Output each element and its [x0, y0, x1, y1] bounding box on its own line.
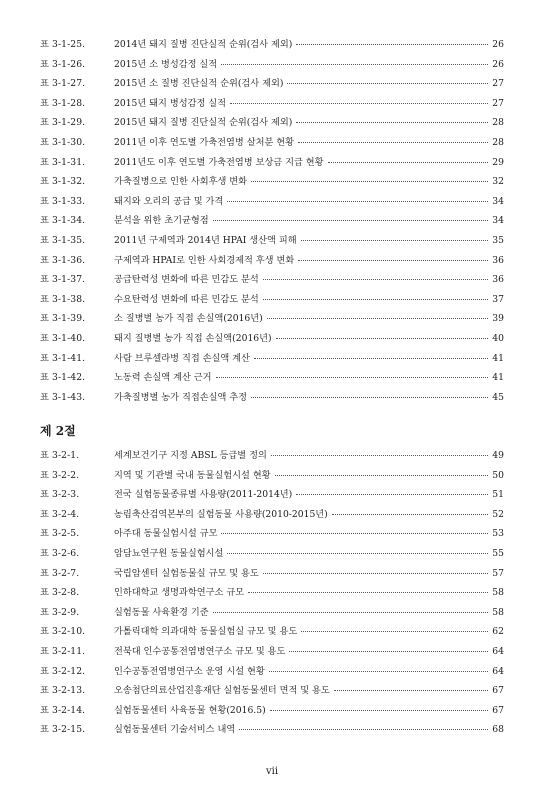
table-number: 표 3-1-36.	[40, 254, 86, 266]
table-number: 표 3-2-12.	[40, 665, 86, 677]
dot-leader	[230, 102, 488, 104]
page-ref: 62	[492, 626, 504, 638]
dot-leader	[332, 513, 488, 515]
table-title: 전국 실험동물종류별 사용량(2011-2014년)	[114, 489, 293, 501]
table-title: 2015년 소 질병 진단실적 순위(검사 제외)	[114, 78, 284, 90]
toc-entry[interactable]	[40, 154, 504, 174]
table-number: 표 3-2-10.	[40, 626, 86, 638]
table-number: 표 3-2-11.	[40, 645, 86, 657]
table-title: 2014년 돼지 질병 진단실적 순위(검사 제외)	[114, 39, 293, 50]
toc-entry[interactable]	[40, 389, 504, 409]
table-title: 가축질병으로 인한 사회후생 변화	[114, 176, 248, 188]
toc-entry[interactable]	[40, 134, 504, 154]
toc-entry[interactable]	[40, 663, 504, 683]
table-number: 표 3-1-32.	[40, 176, 86, 188]
page-ref: 58	[492, 606, 504, 618]
page-ref: 41	[492, 352, 504, 364]
page-ref: 34	[492, 195, 504, 207]
dot-leader	[227, 200, 488, 202]
table-title: 암담뇨연구원 동물실험시설	[114, 547, 224, 559]
table-number: 표 3-2-1.	[40, 450, 80, 461]
page-ref: 51	[492, 489, 504, 501]
dot-leader	[289, 650, 488, 652]
toc-entry[interactable]	[40, 232, 504, 252]
toc-entry[interactable]	[40, 565, 504, 585]
page-ref: 40	[492, 332, 504, 344]
page-ref: 53	[492, 528, 504, 540]
table-number: 표 3-1-41.	[40, 352, 86, 364]
dot-leader	[296, 121, 488, 123]
table-number: 표 3-2-9.	[40, 606, 80, 618]
toc-entry[interactable]	[40, 36, 504, 56]
page-ref: 28	[492, 117, 504, 129]
page-ref: 26	[492, 58, 504, 70]
dot-leader	[213, 219, 488, 221]
dot-leader	[254, 357, 488, 359]
page-ref: 67	[492, 704, 504, 716]
toc-entry[interactable]	[40, 75, 504, 95]
table-title: 소 질병별 농가 직접 손실액(2016년)	[114, 313, 263, 325]
page-ref: 27	[492, 97, 504, 109]
table-number: 표 3-2-6.	[40, 547, 80, 559]
page-ref: 35	[492, 234, 504, 246]
dot-leader	[239, 728, 488, 730]
table-title: 2015년 소 병성감정 실적	[114, 58, 218, 70]
dot-leader	[267, 317, 488, 319]
table-title: 가톨릭대학 의과대학 동물실험실 규모 및 용도	[114, 626, 298, 638]
dot-leader	[269, 670, 488, 672]
table-title: 지역 및 기관별 국내 동물실험시설 현황	[114, 469, 271, 481]
dot-leader	[251, 396, 488, 398]
table-number: 표 3-1-42.	[40, 372, 86, 384]
table-title: 가축질병별 농가 직접손실액 추정	[114, 391, 248, 403]
table-title: 아주대 동물실험시설 규모	[114, 528, 218, 540]
page-ref: 67	[492, 685, 504, 697]
toc-entry[interactable]	[40, 604, 504, 624]
table-title: 2011년 이후 연도별 가축전염병 살처분 현황	[114, 136, 294, 148]
page-number: vii	[265, 766, 279, 777]
toc-entry[interactable]	[40, 623, 504, 643]
dot-leader	[298, 259, 488, 261]
dot-leader	[271, 454, 488, 456]
dot-leader	[334, 689, 488, 691]
page-ref: 36	[492, 274, 504, 286]
toc-entry[interactable]	[40, 545, 504, 565]
toc-entry[interactable]	[40, 330, 504, 350]
table-number: 표 3-1-40.	[40, 332, 86, 344]
table-title: 실험동물센터 기술서비스 내역	[114, 724, 236, 736]
table-title: 인수공통전염병연구소 운영 시설 현황	[114, 665, 265, 677]
toc-entry[interactable]	[40, 525, 504, 545]
table-title: 2011년도 이후 연도별 가축전염병 보상금 지급 현황	[114, 156, 324, 168]
table-number: 표 3-1-43.	[40, 391, 86, 403]
toc-entry[interactable]	[40, 702, 504, 722]
toc-entry[interactable]	[40, 721, 504, 741]
page-ref: 55	[492, 547, 504, 559]
table-title: 농림축산검역본부의 실험동물 사용량(2010-2015년)	[114, 508, 328, 520]
page-ref: 57	[492, 567, 504, 579]
table-title: 2011년 구제역과 2014년 HPAI 생산액 피해	[114, 234, 297, 246]
table-number: 표 3-2-8.	[40, 587, 80, 599]
dot-leader	[248, 591, 488, 593]
toc-entry[interactable]	[40, 114, 504, 134]
table-title: 오송첨단의료산업진흥재단 실험동물센터 면적 및 용도	[114, 685, 330, 697]
dot-leader	[216, 376, 488, 378]
table-title: 돼지와 오리의 공급 및 가격	[114, 195, 224, 207]
table-number: 표 3-1-37.	[40, 274, 86, 286]
page-ref: 64	[492, 645, 504, 657]
page-ref: 37	[492, 293, 504, 305]
dot-leader	[296, 43, 488, 45]
table-number: 표 3-1-25.	[40, 39, 86, 50]
table-title: 수요탄력성 변화에 따른 민감도 분석	[114, 293, 259, 305]
toc-entry[interactable]	[40, 212, 504, 232]
page-ref: 68	[492, 724, 504, 736]
page-ref: 34	[492, 215, 504, 227]
table-number: 표 3-1-29.	[40, 117, 86, 129]
dot-leader	[276, 337, 488, 339]
toc-entry[interactable]	[40, 467, 504, 487]
table-number: 표 3-2-13.	[40, 685, 86, 697]
dot-leader	[263, 278, 488, 280]
page-ref: 50	[492, 469, 504, 481]
table-title: 노동력 손실액 계산 근거	[114, 372, 212, 384]
dot-leader	[301, 630, 488, 632]
page-ref: 64	[492, 665, 504, 677]
toc-entry[interactable]	[40, 193, 504, 213]
table-number: 표 3-1-26.	[40, 58, 86, 70]
toc-entry[interactable]	[40, 682, 504, 702]
dot-leader	[296, 493, 488, 495]
table-number: 표 3-1-39.	[40, 313, 86, 325]
dot-leader	[221, 63, 488, 65]
table-number: 표 3-2-15.	[40, 724, 86, 736]
table-number: 표 3-1-31.	[40, 156, 86, 168]
toc-entry[interactable]	[40, 350, 504, 370]
page-ref: 45	[492, 391, 504, 403]
dot-leader	[270, 709, 488, 711]
page-ref: 52	[492, 508, 504, 520]
page-ref: 28	[492, 136, 504, 148]
dot-leader	[251, 180, 488, 182]
toc-entry[interactable]	[40, 252, 504, 272]
page-ref: 36	[492, 254, 504, 266]
table-number: 표 3-2-4.	[40, 508, 80, 520]
table-title: 분석을 위한 초기균형점	[114, 215, 209, 227]
dot-leader	[275, 474, 488, 476]
dot-leader	[263, 298, 488, 300]
dot-leader	[287, 82, 488, 84]
toc-entry[interactable]	[40, 173, 504, 193]
page-ref: 26	[492, 39, 504, 50]
dot-leader	[213, 611, 488, 613]
toc-entry[interactable]	[40, 369, 504, 389]
table-number: 표 3-1-27.	[40, 78, 86, 90]
toc-entry[interactable]	[40, 643, 504, 663]
table-number: 표 3-1-28.	[40, 97, 86, 109]
table-title: 전북대 인수공통전염병연구소 규모 및 용도	[114, 645, 286, 657]
table-title: 2015년 돼지 병성감정 실적	[114, 97, 227, 109]
table-title: 돼지 질병별 농가 직접 손실액(2016년)	[114, 332, 272, 344]
table-number: 표 3-2-14.	[40, 704, 86, 716]
table-list-section-1	[40, 36, 504, 408]
table-number: 표 3-1-35.	[40, 234, 86, 246]
toc-entry[interactable]	[40, 291, 504, 311]
section-heading: 제 2절	[40, 424, 76, 438]
toc-entry[interactable]	[40, 584, 504, 604]
dot-leader	[328, 161, 488, 163]
page-ref: 58	[492, 587, 504, 599]
table-number: 표 3-1-34.	[40, 215, 86, 227]
table-number: 표 3-2-7.	[40, 567, 80, 579]
table-title: 공급탄력성 변화에 따른 민감도 분석	[114, 274, 259, 286]
dot-leader	[227, 552, 488, 554]
table-number: 표 3-1-30.	[40, 136, 86, 148]
toc-entry[interactable]	[40, 310, 504, 330]
table-number: 표 3-1-38.	[40, 293, 86, 305]
dot-leader	[221, 532, 488, 534]
table-list-section-2	[40, 447, 504, 741]
table-title: 구제역과 HPAI로 인한 사회경제적 후생 변화	[114, 254, 295, 266]
table-number: 표 3-1-33.	[40, 195, 86, 207]
toc-entry[interactable]	[40, 447, 504, 467]
toc-entry[interactable]	[40, 95, 504, 115]
page-ref: 27	[492, 78, 504, 90]
table-title: 사람 브루셀라병 직접 손실액 계산	[114, 352, 250, 364]
table-title: 2015년 돼지 질병 진단실적 순위(검사 제외)	[114, 117, 293, 129]
dot-leader	[298, 141, 488, 143]
toc-entry[interactable]	[40, 271, 504, 291]
page-ref: 29	[492, 156, 504, 168]
toc-entry[interactable]	[40, 486, 504, 506]
table-title: 세계보건기구 지정 ABSL 등급별 정의	[114, 450, 267, 461]
table-title: 국립암센터 실험동물실 규모 및 용도	[114, 567, 259, 579]
toc-entry[interactable]	[40, 56, 504, 76]
page-ref: 41	[492, 372, 504, 384]
table-title: 실험동물 사육환경 기준	[114, 606, 209, 618]
page-ref: 32	[492, 176, 504, 188]
dot-leader	[263, 572, 488, 574]
dot-leader	[301, 239, 488, 241]
page-ref: 49	[492, 450, 504, 461]
table-number: 표 3-2-5.	[40, 528, 80, 540]
table-number: 표 3-2-3.	[40, 489, 80, 501]
table-title: 인하대학교 생명과학연구소 규모	[114, 587, 245, 599]
table-title: 실험동물센터 사육동물 현황(2016.5)	[114, 704, 266, 716]
toc-entry[interactable]	[40, 506, 504, 526]
page-ref: 39	[492, 313, 504, 325]
table-number: 표 3-2-2.	[40, 469, 80, 481]
